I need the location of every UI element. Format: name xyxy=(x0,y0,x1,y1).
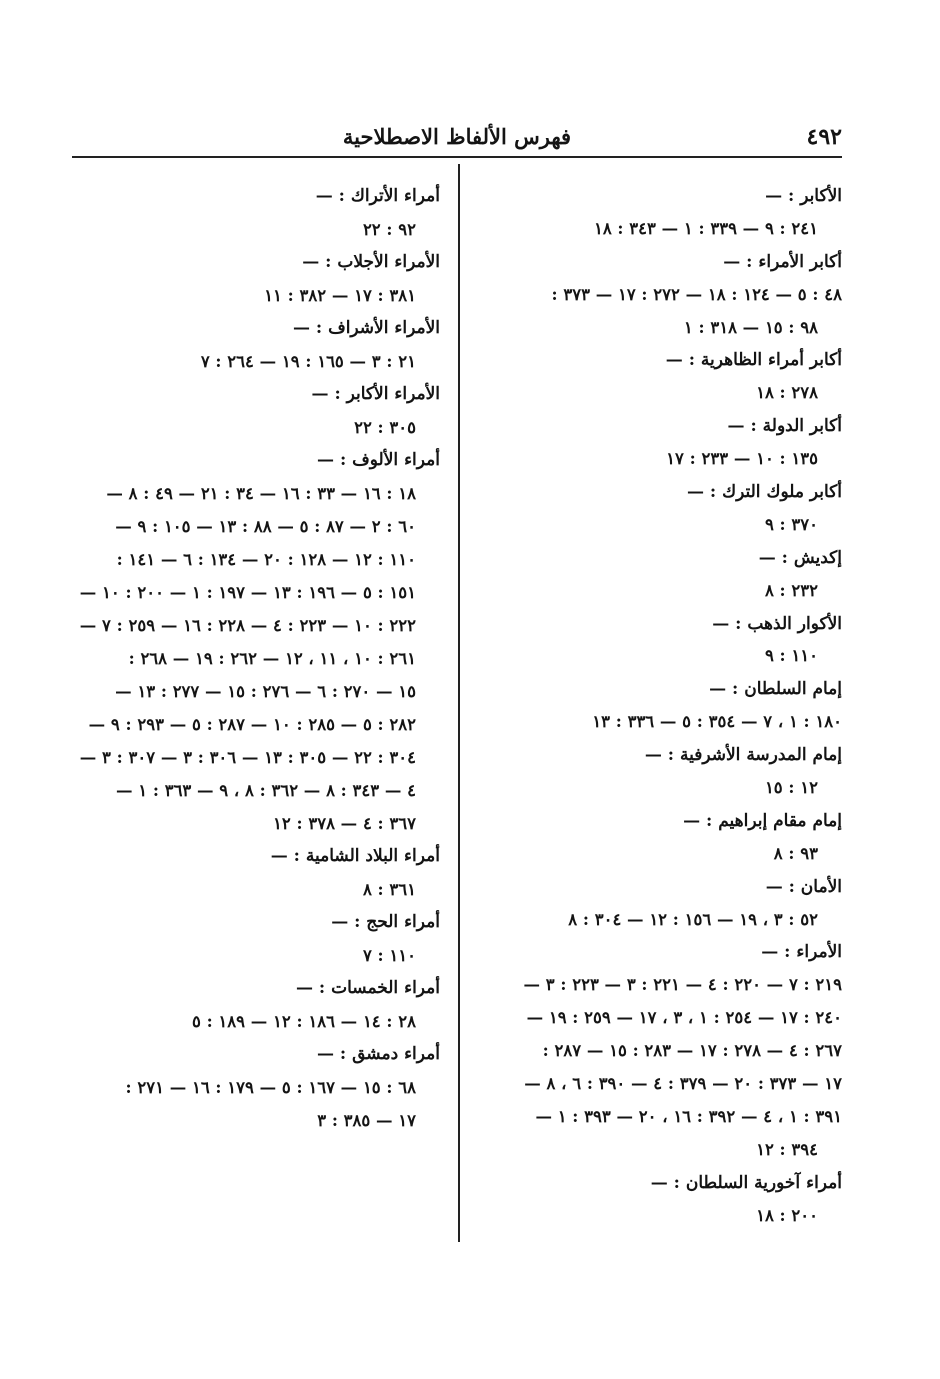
index-references: ٩٣ : ٨ xyxy=(773,843,818,863)
index-references: ٢٦١ : ١٠ ، ١١ ، ١٢ — ٢٦٢ : ١٩ — ٢٦٨ : xyxy=(128,649,416,668)
index-term: الأمراء الأجلاب : — xyxy=(302,252,440,272)
index-references: ١٥ — ٢٧٠ : ٦ — ٢٧٦ : ١٥ — ٢٧٧ : ١٣ — xyxy=(115,682,416,701)
index-references: ٤ — ٣٤٣ : ٨ — ٣٦٢ : ٨ ، ٩ — ٣٦٣ : ١ — xyxy=(115,781,416,800)
page-number: ٤٩٢ xyxy=(806,124,842,150)
index-term: أكابر الدولة : — xyxy=(727,416,842,437)
index-references: ١٧ — ٣٧٣ : ٢٠ — ٣٧٩ : ٤ — ٣٩٠ : ٦ ، ٨ — xyxy=(524,1074,842,1094)
index-references: ٢٠٠ : ١٨ xyxy=(756,1205,818,1225)
index-references: ٢٦٧ : ٤ — ٢٧٨ : ١٧ — ٢٨٣ : ١٥ — ٢٨٧ : xyxy=(542,1041,842,1061)
index-references: ١٣٥ : ١٠ — ٢٣٣ : ١٧ xyxy=(666,449,818,469)
index-references: ٩٨ : ١٥ — ٣١٨ : ١ xyxy=(683,317,818,337)
index-term: الأمراء : — xyxy=(761,942,842,963)
index-references: ٢٨٢ : ٥ — ٢٨٥ : ١٠ — ٢٨٧ : ٥ — ٢٩٣ : ٩ — xyxy=(88,715,416,734)
index-references: ٣٠٤ : ٢٢ — ٣٠٥ : ١٣ — ٣٠٦ : ٣ — ٣٠٧ : ٣ — xyxy=(79,748,416,767)
index-references: ١٢ : ١٥ xyxy=(764,778,818,798)
index-term: أمراء الخمسات : — xyxy=(295,978,440,998)
header-rule xyxy=(72,156,842,158)
index-term: أكابر أمراء الظاهرية : — xyxy=(665,350,842,371)
index-term: أكابر الأمراء : — xyxy=(723,251,842,272)
index-references: ١٨٠ : ١ ، ٧ — ٣٥٤ : ٥ — ٣٣٦ : ١٣ xyxy=(592,712,842,732)
index-references: ٣٠٥ : ٢٢ xyxy=(354,418,416,437)
index-column-right xyxy=(472,180,842,1233)
index-references: ٢٢٢ : ١٠ — ٢٢٣ : ٤ — ٢٢٨ : ١٦ — ٢٥٩ : ٧ — xyxy=(79,616,416,635)
index-references: ١١٠ : ١٢ — ١٢٨ : ٢٠ — ١٣٤ : ٦ — ١٤١ : xyxy=(116,550,416,569)
index-references: ٤٨ : ٥ — ١٢٤ : ١٨ — ٢٧٢ : ١٧ — ٣٧٣ : xyxy=(551,284,842,304)
index-term: أمراء الألوف : — xyxy=(317,450,440,470)
index-references: ٢٧٨ : ١٨ xyxy=(756,383,818,403)
index-references: ٢٨ : ١٤ — ١٨٦ : ١٢ — ١٨٩ : ٥ xyxy=(191,1012,416,1031)
column-divider xyxy=(458,164,460,1242)
index-term: أمراء البلاد الشامية : — xyxy=(270,846,440,866)
index-references: ٢٣٢ : ٨ xyxy=(764,580,818,600)
index-term: إمام المدرسة الأشرفية : — xyxy=(644,745,842,766)
index-term: أمراء الحج : — xyxy=(331,912,440,932)
index-references: ٣٦٧ : ٤ — ٣٧٨ : ١٢ xyxy=(273,814,416,833)
index-term: الأكوار الذهب : — xyxy=(712,613,842,634)
index-column-left xyxy=(70,180,440,1137)
index-term: الأمراء الأشراف : — xyxy=(292,318,440,338)
index-references: ٣٩٤ : ١٢ xyxy=(756,1139,818,1159)
index-term: إمام السلطان : — xyxy=(709,679,842,700)
index-references: ٢١ : ٣ — ١٦٥ : ١٩ — ٢٦٤ : ٧ xyxy=(200,352,416,371)
index-term: أكابر ملوك الترك : — xyxy=(686,482,842,503)
index-term: أمراء دمشق : — xyxy=(317,1044,440,1064)
index-references: ١١٠ : ٩ xyxy=(764,646,818,666)
index-references: ٦٠ : ٢ — ٨٧ : ٥ — ٨٨ : ١٣ — ١٠٥ : ٩ — xyxy=(115,517,416,536)
index-references: ٢٤١ : ٩ — ٣٣٩ : ١ — ٣٤٣ : ١٨ xyxy=(593,218,818,238)
index-term: الأمان : — xyxy=(765,876,842,897)
index-references: ٣٩١ : ١ ، ٤ — ٣٩٢ : ١٦ ، ٢٠ — ٣٩٣ : ١ — xyxy=(535,1106,842,1126)
page-header xyxy=(72,118,842,158)
index-references: ٣٨١ : ١٧ — ٣٨٢ : ١١ xyxy=(264,286,416,305)
index-term: الأمراء الأكابر : — xyxy=(311,384,440,404)
index-references: ١١٠ : ٧ xyxy=(362,946,416,965)
index-references: ٢١٩ : ٧ — ٢٢٠ : ٤ — ٢٢١ : ٣ — ٢٢٣ : ٣ — xyxy=(523,975,842,995)
index-term: الأكابر : — xyxy=(765,186,842,206)
index-references: ٩٢ : ٢٢ xyxy=(362,220,416,239)
index-references: ٣٦١ : ٨ xyxy=(362,880,416,899)
index-references: ١٧ — ٣٨٥ : ٣ xyxy=(317,1111,416,1130)
index-term: أمراء الأتراك : — xyxy=(315,186,440,206)
index-references: ١٨ : ١٦ — ٣٣ : ١٦ — ٣٤ : ٢١ — ٤٩ : ٨ — xyxy=(106,484,416,503)
index-references: ٥٢ : ٣ ، ١٩ — ١٥٦ : ١٢ — ٣٠٤ : ٨ xyxy=(568,909,818,929)
index-references: ٢٤٠ : ١٧ — ٢٥٤ : ١ ، ٣ ، ١٧ — ٢٥٩ : ١٩ — xyxy=(526,1008,842,1028)
index-term: أمراء آخورية السلطان : — xyxy=(650,1172,842,1193)
index-references: ١٥١ : ٥ — ١٩٦ : ١٣ — ١٩٧ : ١ — ٢٠٠ : ١٠ — xyxy=(79,583,416,602)
index-term: إمام مقام إبراهيم : — xyxy=(683,810,842,831)
running-title: فهرس الألفاظ الاصطلاحية xyxy=(342,124,572,149)
index-references: ٣٧٠ : ٩ xyxy=(764,514,818,534)
index-references: ٦٨ : ١٥ — ١٦٧ : ٥ — ١٧٩ : ١٦ — ٢٧١ : xyxy=(125,1078,416,1097)
index-term: إكديش : — xyxy=(758,547,842,568)
